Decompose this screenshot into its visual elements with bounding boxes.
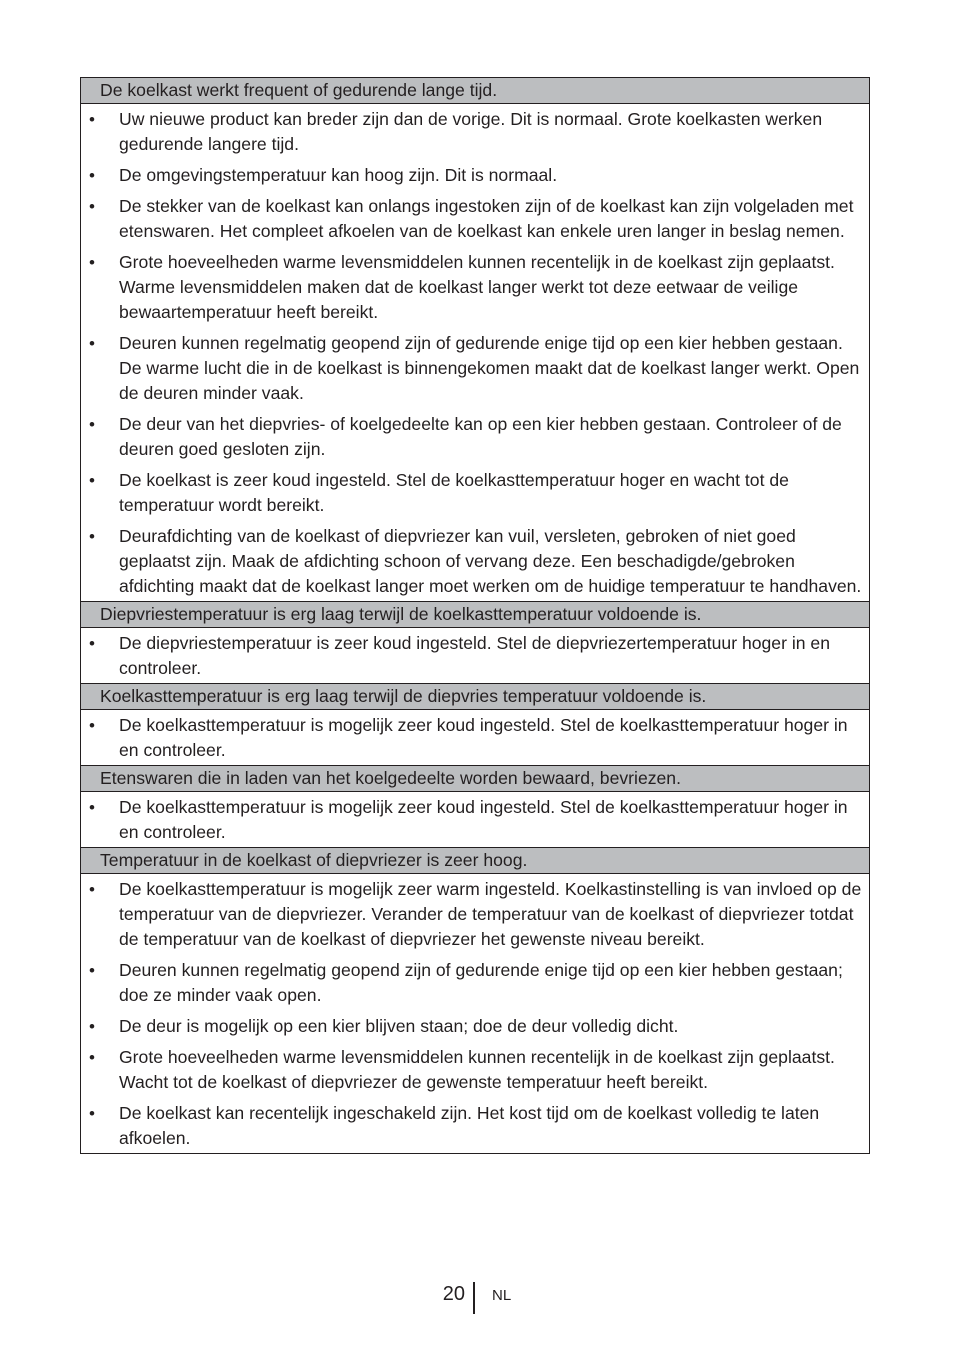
list-item	[81, 163, 869, 188]
list-item-text: Uw nieuwe product kan breder zijn dan de vorige. Dit is normaal. Grote koelkasten werken gedurende langere tijd.	[119, 109, 823, 154]
bullet-icon: •	[89, 166, 95, 185]
list-item-text: De diepvriestemperatuur is zeer koud ingesteld. Stel de diepvriezertemperatuur hoger in en controleer.	[119, 633, 830, 678]
section-body	[81, 874, 869, 1153]
bullet-icon: •	[89, 1017, 95, 1036]
list-item	[81, 524, 869, 599]
list-item-text: De koelkast is zeer koud ingesteld. Stel de koelkasttemperatuur hoger en wacht tot de temperatuur wordt bereikt.	[119, 470, 789, 515]
section-body	[81, 792, 869, 848]
list-item	[81, 194, 869, 244]
list-item	[81, 107, 869, 157]
page-number: 20	[442, 1283, 465, 1305]
list-item-text: De omgevingstemperatuur kan hoog zijn. Dit is normaal.	[119, 165, 558, 185]
bullet-icon: •	[89, 253, 95, 272]
bullet-icon: •	[89, 527, 95, 546]
bullet-icon: •	[89, 1048, 95, 1067]
bullet-icon: •	[89, 110, 95, 129]
bullet-icon: •	[89, 961, 95, 980]
list-item-text: De deur van het diepvries- of koelgedeelte kan op een kier hebben gestaan. Controleer of de deuren goed gesloten zijn.	[119, 414, 842, 459]
troubleshooting-table	[80, 77, 870, 1154]
section-drawer-food-freezes	[81, 766, 869, 848]
page-footer	[0, 1280, 954, 1314]
bullet-icon: •	[89, 880, 95, 899]
list-item-text: Grote hoeveelheden warme levensmiddelen kunnen recentelijk in de koelkast zijn geplaatst. Warme levensmiddelen maken dat de koelkast langer werkt tot deze eetwaar de veilige bewaartemperatuur heeft bereikt.	[119, 252, 835, 322]
section-header: De koelkast werkt frequent of gedurende lange tijd.	[81, 78, 869, 104]
section-header: Etenswaren die in laden van het koelgedeelte worden bewaard, bevriezen.	[81, 766, 869, 792]
list-item-text: Deuren kunnen regelmatig geopend zijn of gedurende enige tijd op een kier hebben gestaan; doe ze minder vaak open.	[119, 960, 843, 1005]
list-item	[81, 1045, 869, 1095]
list-item-text: Deuren kunnen regelmatig geopend zijn of gedurende enige tijd op een kier hebben gestaan. De warme lucht die in de koelkast is binnengekomen maakt dat de koelkast langer werkt. Open de deuren minder vaak.	[119, 333, 860, 403]
list-item	[81, 1014, 869, 1039]
list-item-text: De deur is mogelijk op een kier blijven staan; doe de deur volledig dicht.	[119, 1016, 679, 1036]
list-item-text: De koelkasttemperatuur is mogelijk zeer warm ingesteld. Koelkastinstelling is van invloed op de temperatuur van de diepvriezer. Verander de temperatuur van de koelkast of diepvriezer totdat de temperatuur van de koelkast of diepvriezer het gewenste niveau bereikt.	[119, 879, 862, 949]
section-body	[81, 104, 869, 602]
language-code: NL	[492, 1287, 512, 1304]
bullet-icon: •	[89, 716, 95, 735]
list-item	[81, 713, 869, 763]
bullet-icon: •	[89, 415, 95, 434]
list-item	[81, 250, 869, 325]
bullet-icon: •	[89, 334, 95, 353]
list-item-text: De koelkast kan recentelijk ingeschakeld zijn. Het kost tijd om de koelkast volledig te laten afkoelen.	[119, 1103, 820, 1148]
list-item-text: De koelkasttemperatuur is mogelijk zeer koud ingesteld. Stel de koelkasttemperatuur hoger in en controleer.	[119, 797, 848, 842]
list-item	[81, 795, 869, 845]
section-header: Temperatuur in de koelkast of diepvriezer is zeer hoog.	[81, 848, 869, 874]
bullet-icon: •	[89, 798, 95, 817]
list-item	[81, 331, 869, 406]
list-item	[81, 958, 869, 1008]
section-body	[81, 710, 869, 766]
list-item-text: Grote hoeveelheden warme levensmiddelen kunnen recentelijk in de koelkast zijn geplaatst. Wacht tot de koelkast of diepvriezer de gewenste temperatuur heeft bereikt.	[119, 1047, 835, 1092]
footer-divider	[473, 1282, 475, 1314]
list-item	[81, 631, 869, 681]
section-fridge-runs-long	[81, 78, 869, 602]
list-item-text: De koelkasttemperatuur is mogelijk zeer koud ingesteld. Stel de koelkasttemperatuur hoger in en controleer.	[119, 715, 848, 760]
bullet-icon: •	[89, 1104, 95, 1123]
list-item	[81, 1101, 869, 1151]
section-header: Diepvriestemperatuur is erg laag terwijl de koelkasttemperatuur voldoende is.	[81, 602, 869, 628]
section-fridge-too-cold	[81, 684, 869, 766]
bullet-icon: •	[89, 471, 95, 490]
section-freezer-too-cold	[81, 602, 869, 684]
section-body	[81, 628, 869, 684]
list-item	[81, 877, 869, 952]
list-item-text: Deurafdichting van de koelkast of diepvriezer kan vuil, versleten, gebroken of niet goed geplaatst zijn. Maak de afdichting schoon of vervang deze. Een beschadigde/gebroken afdichting maakt dat de koelkast langer moet werken om de huidige temperatuur te handhaven.	[119, 526, 862, 596]
section-temperature-too-high	[81, 848, 869, 1153]
bullet-icon: •	[89, 197, 95, 216]
list-item-text: De stekker van de koelkast kan onlangs ingestoken zijn of de koelkast kan zijn volgeladen met etenswaren. Het compleet afkoelen van de koelkast kan enkele uren langer in beslag nemen.	[119, 196, 854, 241]
list-item	[81, 412, 869, 462]
list-item	[81, 468, 869, 518]
bullet-icon: •	[89, 634, 95, 653]
section-header: Koelkasttemperatuur is erg laag terwijl de diepvries temperatuur voldoende is.	[81, 684, 869, 710]
